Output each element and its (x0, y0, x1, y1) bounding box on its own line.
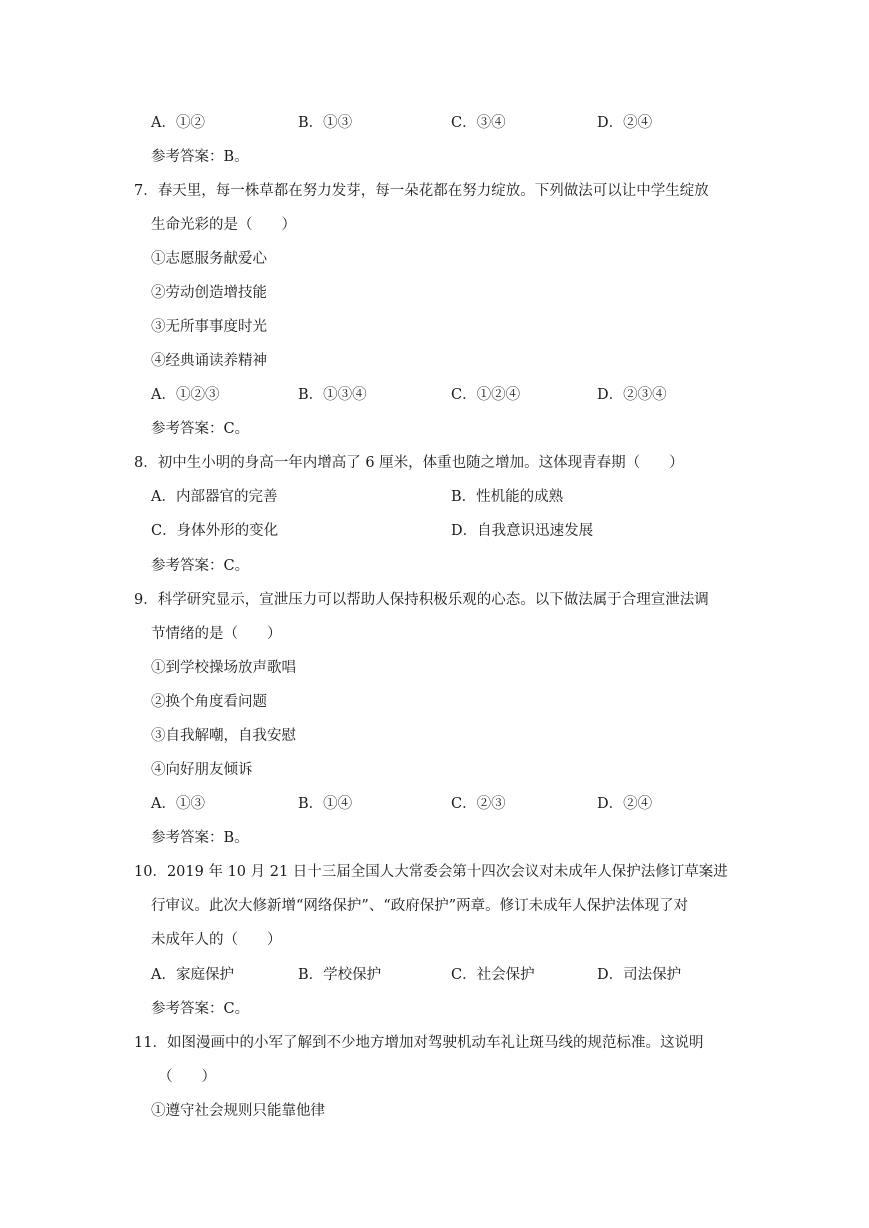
q9-item-4: ④向好朋友倾诉 (151, 762, 253, 778)
q11-stem-line2: （ ） (158, 1069, 216, 1085)
q10-option-a: A．家庭保护 (151, 967, 234, 983)
q6-option-d: D．②④ (597, 115, 653, 131)
q10-stem-line2: 行审议。此次大修新增“网络保护”、“政府保护”两章。修订未成年人保护法体现了对 (151, 898, 689, 914)
q8-option-d: D．自我意识迅速发展 (451, 523, 594, 539)
q7-option-a: A．①②③ (151, 387, 220, 403)
q7-item-4: ④经典诵读养精神 (151, 353, 267, 369)
q9-option-d: D．②④ (597, 796, 653, 812)
q10-stem-line3: 未成年人的（ ） (151, 932, 282, 948)
q7-stem-line1: 7．春天里，每一株草都在努力发芽，每一朵花都在努力绽放。下列做法可以让中学生绽放 (134, 183, 709, 199)
q7-stem-line2: 生命光彩的是（ ） (151, 217, 296, 233)
q7-option-b: B．①③④ (298, 387, 367, 403)
q9-stem-line1: 9．科学研究显示，宣泄压力可以帮助人保持积极乐观的心态。以下做法属于合理宣泄法调 (134, 592, 709, 608)
q9-item-3: ③自我解嘲，自我安慰 (151, 728, 296, 744)
q7-item-3: ③无所事事度时光 (151, 319, 267, 335)
q7-answer: 参考答案：C。 (151, 421, 250, 437)
q6-option-c: C．③④ (451, 115, 506, 131)
q8-stem-line1: 8．初中生小明的身高一年内增高了 6 厘米，体重也随之增加。这体现青春期（ ） (134, 455, 684, 471)
q8-option-a: A．内部器官的完善 (151, 489, 278, 505)
q11-stem-line1: 11．如图漫画中的小军了解到不少地方增加对驾驶机动车礼让斑马线的规范标准。这说明 (134, 1035, 704, 1051)
q9-option-a: A．①③ (151, 796, 205, 812)
q8-option-b: B．性机能的成熟 (451, 489, 564, 505)
q8-option-c: C．身体外形的变化 (151, 523, 279, 539)
q6-answer: 参考答案：B。 (151, 149, 249, 165)
q10-answer: 参考答案：C。 (151, 1001, 250, 1017)
q9-item-2: ②换个角度看问题 (151, 694, 267, 710)
q10-option-c: C．社会保护 (451, 967, 535, 983)
q10-option-b: B．学校保护 (298, 967, 382, 983)
q9-item-1: ①到学校操场放声歌唱 (151, 660, 296, 676)
q7-item-1: ①志愿服务献爱心 (151, 251, 267, 267)
q6-option-a: A．①② (151, 115, 205, 131)
q7-option-c: C．①②④ (451, 387, 521, 403)
q11-item-1: ①遵守社会规则只能靠他律 (151, 1103, 325, 1119)
q7-option-d: D．②③④ (597, 387, 667, 403)
q10-stem-line1: 10．2019 年 10 月 21 日十三届全国人大常委会第十四次会议对未成年人保护法修订草案进 (134, 864, 728, 880)
q9-answer: 参考答案：B。 (151, 830, 249, 846)
q9-option-c: C．②③ (451, 796, 506, 812)
q6-option-b: B．①③ (298, 115, 353, 131)
q9-stem-line2: 节情绪的是（ ） (151, 626, 282, 642)
q8-answer: 参考答案：C。 (151, 558, 250, 574)
q9-option-b: B．①④ (298, 796, 353, 812)
q7-item-2: ②劳动创造增技能 (151, 285, 267, 301)
q10-option-d: D．司法保护 (597, 967, 682, 983)
